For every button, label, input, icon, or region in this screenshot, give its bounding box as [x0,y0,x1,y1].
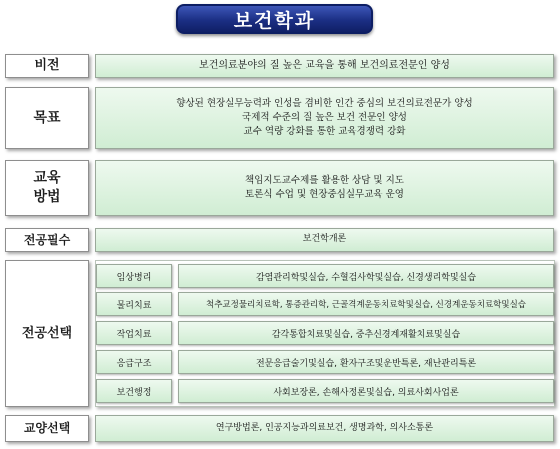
track-courses-health-administration: 사회보장론, 손해사정론및실습, 의료사회사업론 [178,379,554,403]
major-required-text: 보건학개론 [302,234,347,245]
methods-label [5,160,89,216]
track-label-emergency-rescue: 응급구조 [96,350,172,374]
page-title: 보건학과 [176,4,373,34]
goal-line-2: 국제적 수준의 질 높은 보건 전문인 양성 [242,112,407,124]
track-courses-occupational-therapy: 감각통합치료및실습, 중추신경계재활치료및실습 [178,321,554,345]
liberal-elective-content [95,415,554,442]
method-line-1: 책임지도교수제를 활용한 상담 및 지도 [245,175,404,187]
major-required-label: 전공필수 [5,228,89,252]
track-label-clinical-pathology: 임상병리 [96,264,172,288]
track-label-occupational-therapy: 작업치료 [96,321,172,345]
vision-label: 비전 [5,54,89,78]
track-label-health-administration: 보건행정 [96,379,172,403]
liberal-elective-label: 교양선택 [5,415,89,442]
track-label-physical-therapy: 물리치료 [96,292,172,316]
methods-label-line-1: 교육 [33,170,61,187]
goals-content [95,87,554,149]
methods-label-line-2: 방법 [33,189,61,205]
method-line-2: 토론식 수업 및 현장중심실무교육 운영 [245,189,404,200]
track-courses-clinical-pathology: 감염관리학및실습, 수혈검사학및실습, 신경생리학및실습 [178,264,554,288]
methods-content [95,160,554,216]
major-required-content [95,228,554,252]
vision-content [95,54,554,78]
track-courses-emergency-rescue: 전문응급술기및실습, 환자구조및운반특론, 재난관리특론 [178,350,554,374]
goal-line-3: 교수 역량 강화를 통한 교육경쟁력 강화 [243,125,406,137]
goal-line-1: 향상된 현장실무능력과 인성을 겸비한 인간 중심의 보건의료전문가 양성 [176,98,473,110]
track-courses-physical-therapy: 척추교정물리치료학, 통증관리학, 근골격계운동치료학및실습, 신경계운동치료학및실습 [178,292,554,316]
liberal-elective-text: 연구방법론, 인공지능과의료보건, 생명과학, 의사소통론 [215,422,434,433]
major-elective-label: 전공선택 [5,260,89,407]
vision-text: 보건의료분야의 질 높은 교육을 통해 보건의료전문인 양성 [199,59,450,71]
goals-label: 목표 [5,87,89,149]
